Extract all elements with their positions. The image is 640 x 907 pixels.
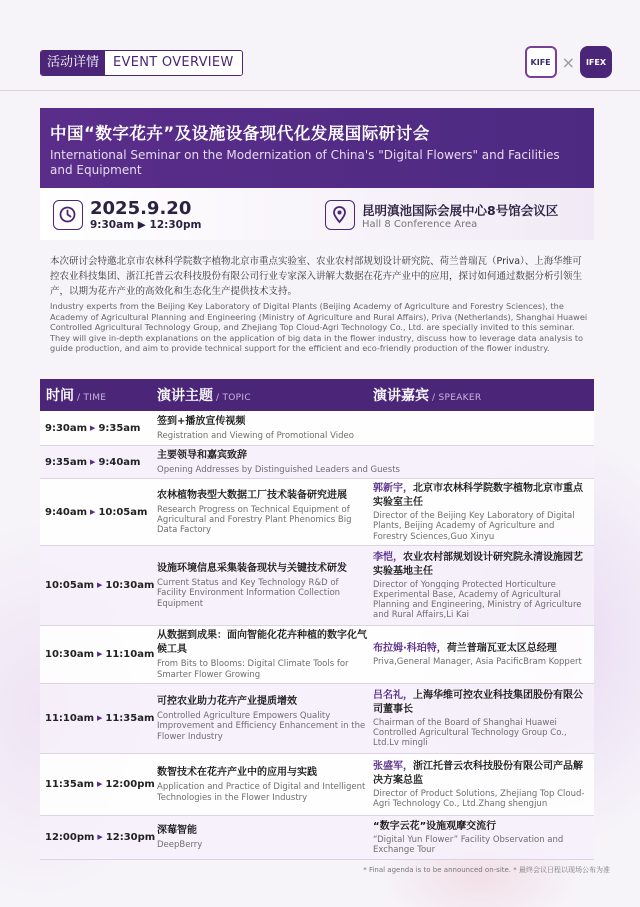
intro-cn: 本次研讨会特邀北京市农林科学院数字植物北京市重点实验室、农业农村部规划设计研究院、荷兰普瑞瓦（Priva）、上海华维可控农业科技集团、浙江托普云农科技股份有限公司行业专家深入讲解大数据在花卉产业中的应用，探讨如何通过数据分析引领生产，以期为花卉产业的高效化和生态化生产提供技术支持。 [50,256,583,297]
row-topic: 签到+播放宣传视频 Registration and Viewing of Promotional Video [157,415,354,441]
table-row [40,479,594,546]
row-speaker: “数字云花”设施观摩交流行 “Digital Yun Flower” Facility Observation and Exchange Tour [373,820,564,855]
section-tag [40,50,243,76]
event-venue-en: Hall 8 Conference Area [362,219,478,230]
title-panel [40,108,594,188]
row-topic: 数智技术在花卉产业中的应用与实践 Application and Practice of Digital and Intelligent Technologies in the Flower Industry [157,767,366,803]
row-speaker: 布拉姆·科珀特，荷兰普瑞瓦亚太区总经理 Priva,General Manager, Asia PacificBram Koppert [373,642,582,667]
row-time: 10:30am ▶ 11:10am [45,649,155,660]
schedule-table [40,379,594,860]
row-time: 9:35am ▶ 9:40am [45,456,141,468]
row-topic: 从数据到成果：面向智能化花卉种植的数字化气候工具 From Bits to Blooms: Digital Climate Tools for Smarter Flower Growing [157,630,367,680]
footnote: * Final agenda is to be announced on-site. * 最终会议日程以现场公布为准 [363,866,610,874]
schedule-header [40,379,594,411]
event-info [40,188,594,240]
header-time: 时间 / TIME [46,388,107,404]
intro-en: Industry experts from the Beijing Key Laboratory of Digital Plants (Beijing Academy of Agriculture and Forestry Sciences), the Academy of Agricultural Planning and Engineering (Ministry of Agriculture and Rural Affairs), Priva (Netherlands), Shanghai Huawei Controlled Agricultural Technology Group, and Zhejiang Top Cloud-Agri Technology Co., Ltd. are specially invited to this seminar. They will give in-depth explanations on the application of big data in the flower industry, discuss how to leverage data analysis to guide production, and aim to provide technical support for the efficient and eco-friendly production of the flower industry. [50,301,588,353]
row-time: 10:05am ▶ 10:30am [45,580,155,591]
row-time: 11:10am ▶ 11:35am [45,713,155,724]
header-speaker: 演讲嘉宾 / SPEAKER [373,388,482,404]
intro [50,254,590,354]
table-row [40,816,594,860]
table-row [40,684,594,754]
row-time: 9:40am ▶ 10:05am [45,506,148,518]
ifex-logo: IFEX [580,46,612,78]
row-speaker: 郭新宇，北京市农林科学院数字植物北京市重点实验室主任 Director of the Beijing Key Laboratory of Digital Plants, Beijing Academy of Agriculture and Forestry Sciences,Guo Xinyu [373,483,583,542]
location-pin-icon [325,200,355,230]
row-topic: 主要领导和嘉宾致辞 Opening Addresses by Distinguished Leaders and Guests [157,449,400,475]
header-divider [0,90,640,91]
page-title: 中国“数字花卉”及设施设备现代化发展国际研讨会 [50,124,430,143]
event-venue: 昆明滇池国际会展中心8号馆会议区 [362,203,559,218]
section-tag-en: EVENT OVERVIEW [105,51,242,75]
table-row [40,754,594,816]
row-time: 11:35am ▶ 12:00pm [45,779,155,790]
row-topic: 设施环境信息采集装备现状与关键技术研发 Current Status and Key Technology R&D of Facility Environment Information Collection Equipment [157,563,347,609]
row-time: 12:00pm ▶ 12:30pm [45,832,156,843]
row-speaker: 张盛军，浙江托普云农科技股份有限公司产品解决方案总监 Director of Product Solutions, Zhejiang Top Cloud-Agri Technology Co., Ltd.Zhang shengjun [373,760,585,809]
table-row [40,626,594,684]
section-tag-cn: 活动详情 [41,51,105,75]
event-date: 2025.9.20 [90,198,192,219]
row-speaker: 李恺，农业农村部规划设计研究院永清设施园艺实验基地主任 Director of Yongqing Protected Horticulture Experimental Base, Academy of Agricultural Planning and Engineering, Ministry of Agriculture and Rural Affairs,Li Kai [373,551,583,621]
table-row [40,546,594,626]
kife-logo: KIFE [525,46,557,78]
clock-icon [53,200,83,230]
row-topic: 农林植物表型大数据工厂技术装备研究进展 Research Progress on Technical Equipment of Agricultural and Forestry Plant Phenomics Big Data Factory [157,489,352,536]
table-row [40,411,594,446]
event-time: 9:30am ▶ 12:30pm [90,219,202,231]
row-speaker: 吕名礼，上海华维可控农业科技集团股份有限公司董事长 Chairman of the Board of Shanghai Huawei Controlled Agricultural Technology Group Co., Ltd.Lv mingli [373,689,583,749]
logo-separator: × [561,52,575,72]
partner-logos [525,46,612,78]
row-topic: 可控农业助力花卉产业提质增效 Controlled Agriculture Empowers Quality Improvement and Efficiency Enhancement in the Flower Industry [157,696,366,742]
page-title-en: International Seminar on the Modernization of China's "Digital Flowers" and Facilities and Equipment [50,148,560,177]
table-row [40,446,594,479]
row-topic: 深莓智能 DeepBerry [157,825,203,851]
header-topic: 演讲主题 / TOPIC [157,388,251,404]
row-time: 9:30am ▶ 9:35am [45,422,141,434]
